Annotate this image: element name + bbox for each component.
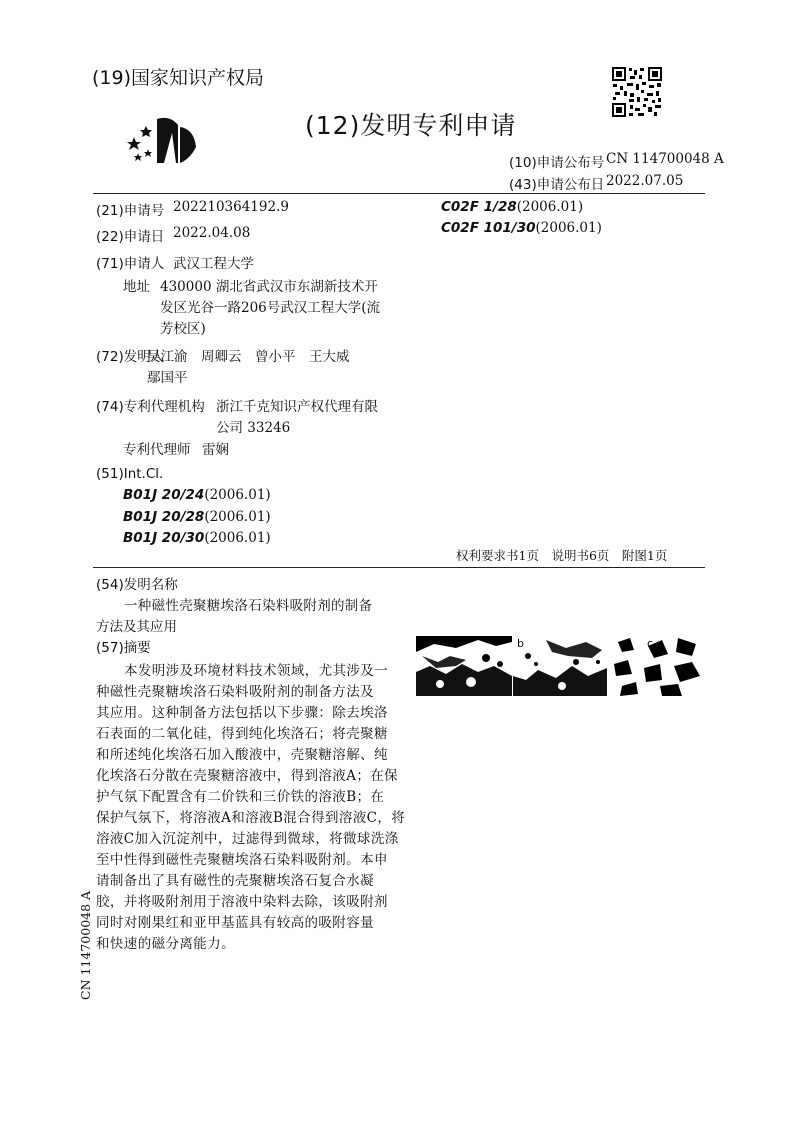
intcl-entry: B01J 20/24(2006.01) — [123, 487, 271, 503]
address-line: 发区光谷一路206号武汉工程大学(流 — [160, 300, 381, 316]
application-number: 202210364192.9 — [173, 199, 289, 215]
micrograph-panel-b — [513, 636, 607, 696]
abstract-line: 石表面的二氧化硅，得到纯化埃洛石；将壳聚糖 — [96, 726, 388, 742]
agency-line: 浙江千克知识产权代理有限 — [216, 399, 378, 415]
address-line: 芳校区) — [160, 321, 206, 337]
classification-entry: C02F 101/30(2006.01) — [441, 220, 602, 236]
abstract-line: 胶，并将吸附剂用于溶液中染料去除，该吸附剂 — [96, 894, 388, 910]
abstract-line: 护气氛下配置含有二价铁和三价铁的溶液B；在 — [96, 789, 385, 805]
document-type: (12)发明专利申请 — [305, 111, 517, 140]
intcl-entry: B01J 20/30(2006.01) — [123, 530, 271, 546]
title-label: (54)发明名称 — [96, 577, 178, 593]
abstract-line: 本发明涉及环境材料技术领域，尤其涉及一 — [124, 663, 389, 679]
agent: 雷娴 — [202, 442, 229, 458]
micrograph-panel-c — [608, 636, 704, 696]
applicant-label: (71)申请人 — [96, 256, 165, 272]
applicant: 武汉工程大学 — [173, 256, 254, 272]
classification-entry: C02F 1/28(2006.01) — [441, 199, 584, 215]
invention-title-line: 方法及其应用 — [96, 619, 177, 635]
divider-top — [93, 193, 705, 194]
intcl-entry: B01J 20/28(2006.01) — [123, 509, 271, 525]
address-label: 地址 — [123, 279, 150, 295]
application-date: 2022.04.08 — [173, 225, 251, 241]
agency-line: 公司 33246 — [216, 420, 291, 436]
invention-title-line: 一种磁性壳聚糖埃洛石染料吸附剂的制备 — [124, 598, 373, 614]
page-count: 权利要求书1页 说明书6页 附图1页 — [456, 548, 668, 563]
abstract-line: 至中性得到磁性壳聚糖埃洛石染料吸附剂。本申 — [96, 852, 388, 868]
abstract-line: 请制备出了具有磁性的壳聚糖埃洛石复合水凝 — [96, 873, 374, 889]
application-date-label: (22)申请日 — [96, 229, 165, 245]
publication-date-label: (43)申请公布日 — [509, 177, 605, 193]
abstract-line: 溶液C加入沉淀剂中，过滤得到微球，将微球洗涤 — [96, 831, 399, 847]
side-publication-number: CN 114700048 A — [78, 890, 93, 1000]
inventor-label: (72)发明人 — [96, 349, 165, 365]
agent-label: 专利代理师 — [123, 442, 191, 458]
abstract-label: (57)摘要 — [96, 640, 151, 656]
cnipa-emblem-icon — [124, 113, 208, 167]
application-number-label: (21)申请号 — [96, 203, 165, 219]
abstract-figure — [416, 636, 704, 696]
agency-label: (74)专利代理机构 — [96, 399, 205, 415]
micrograph-panel-a — [416, 636, 512, 696]
abstract-line: 化埃洛石分散在壳聚糖溶液中，得到溶液A；在保 — [96, 768, 399, 784]
address-line: 430000 湖北省武汉市东湖新技术开 — [160, 279, 378, 295]
divider-bottom — [93, 567, 705, 568]
inventor-line: 吴江渝 周卿云 曾小平 王大威 — [147, 349, 350, 365]
abstract-line: 和所述纯化埃洛石加入酸液中，壳聚糖溶解、纯 — [96, 747, 388, 763]
abstract-line: 保护气氛下，将溶液A和溶液B混合得到溶液C，将 — [96, 810, 406, 826]
office-name: (19)国家知识产权局 — [92, 67, 265, 89]
publication-number-label: (10)申请公布号 — [509, 155, 605, 171]
qr-code-icon — [611, 66, 663, 118]
abstract-line: 和快速的磁分离能力。 — [96, 936, 235, 952]
publication-number: CN 114700048 A — [606, 151, 724, 167]
inventor-line: 鄢国平 — [147, 370, 188, 386]
panel-label-b: b — [517, 637, 524, 650]
publication-date: 2022.07.05 — [606, 173, 684, 189]
panel-label-c: c — [647, 637, 654, 650]
intcl-label: (51)Int.Cl. — [96, 466, 164, 482]
abstract-line: 种磁性壳聚糖埃洛石染料吸附剂的制备方法及 — [96, 684, 374, 700]
abstract-line: 其应用。这种制备方法包括以下步骤：除去埃洛 — [96, 705, 388, 721]
abstract-line: 同时对刚果红和亚甲基蓝具有较高的吸附容量 — [96, 915, 374, 931]
